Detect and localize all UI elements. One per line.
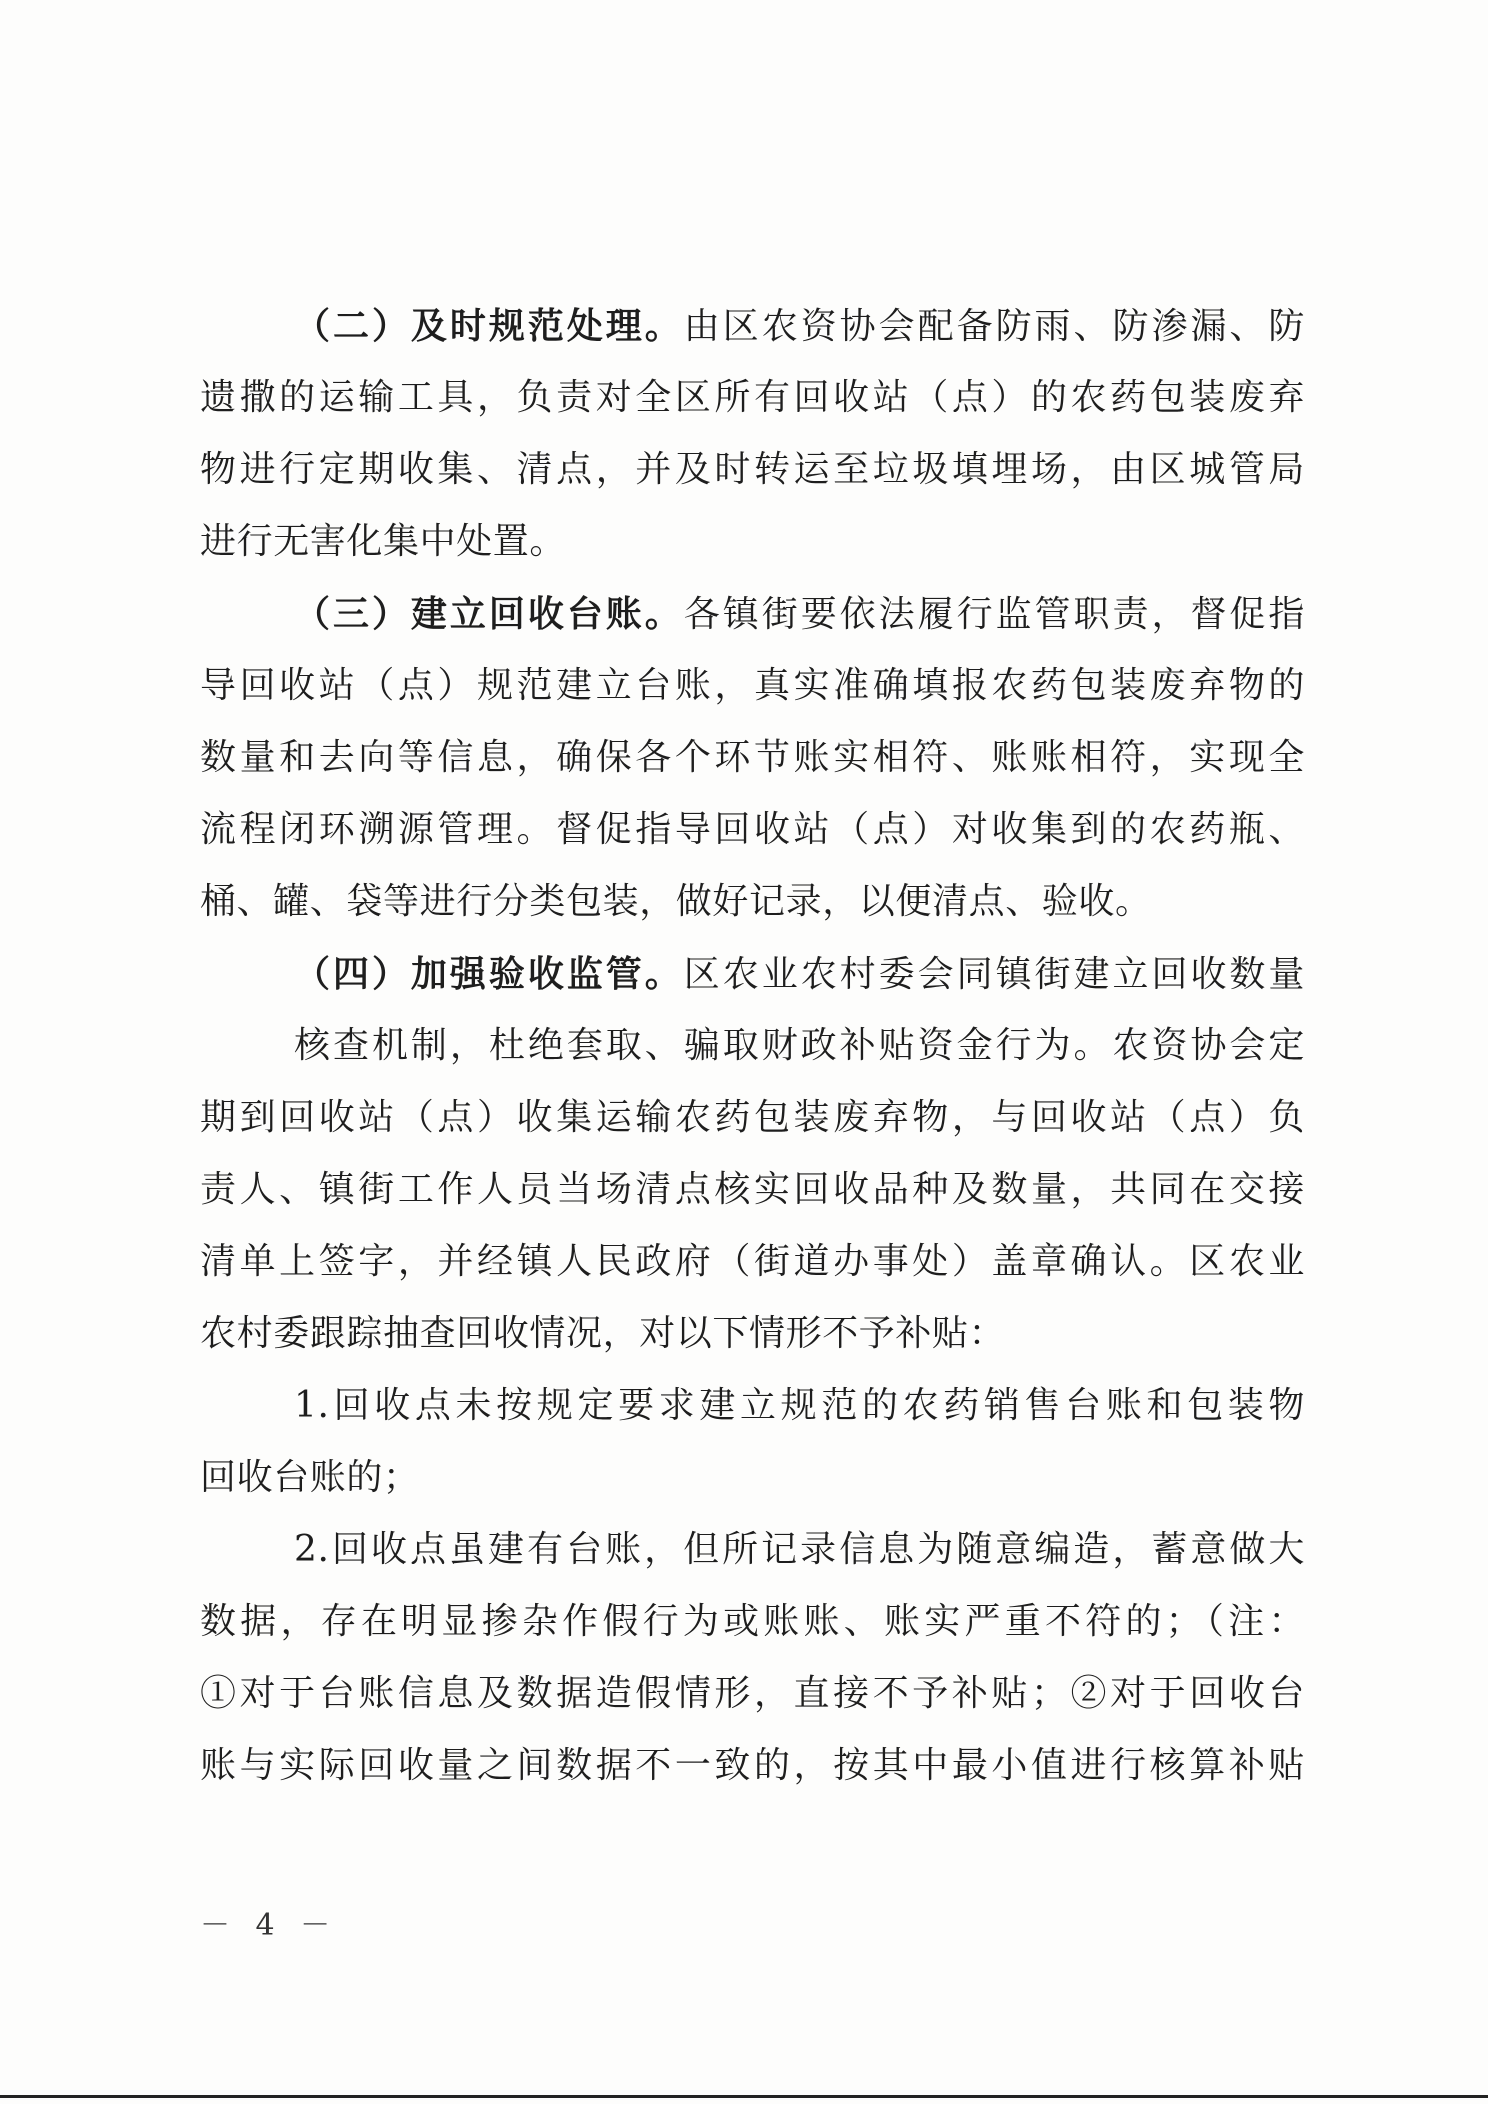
section-three-paragraph [200, 578, 1305, 938]
paragraph-line: 流程闭环溯源管理。督促指导回收站（点）对收集到的农药瓶、 [200, 809, 1305, 850]
section-four-paragraph [200, 938, 1305, 1370]
paragraph-line [200, 290, 1305, 362]
page-number: － 4 － [200, 1908, 339, 1943]
paragraph-line [200, 578, 1305, 650]
paragraph-line: 桶、罐、袋等进行分类包装，做好记录，以便清点、验收。 [200, 881, 1152, 922]
body-text [200, 290, 1305, 1802]
section-two-paragraph [200, 290, 1305, 578]
paragraph-line: ①对于台账信息及数据造假情形，直接不予补贴；②对于回收台 [200, 1673, 1305, 1714]
paragraph-line: 回收台账的； [200, 1457, 420, 1498]
paragraph-line: 1.回收点未按规定要求建立规范的农药销售台账和包装物 [294, 1385, 1305, 1426]
paragraph-line: 清单上签字，并经镇人民政府（街道办事处）盖章确认。区农业 [200, 1241, 1305, 1282]
paragraph-line: 数量和去向等信息，确保各个环节账实相符、账账相符，实现全 [200, 737, 1305, 778]
section-heading: （二）及时规范处理。 [294, 305, 684, 347]
paragraph-line: 导回收站（点）规范建立台账，真实准确填报农药包装废弃物的 [200, 665, 1305, 706]
paragraph-line: 数据，存在明显掺杂作假行为或账账、账实严重不符的；（注： [200, 1601, 1305, 1642]
paragraph-line: 期到回收站（点）收集运输农药包装废弃物，与回收站（点）负 [200, 1097, 1305, 1138]
line-text: 由区农资协会配备防雨、防渗漏、防 [683, 306, 1305, 347]
item-one-paragraph [200, 1370, 1305, 1514]
paragraph-line: 物进行定期收集、清点，并及时转运至垃圾填埋场，由区城管局 [200, 449, 1305, 490]
line-text: 区农业农村委会同镇街建立回收数量 [683, 954, 1305, 995]
section-heading: （三）建立回收台账。 [294, 593, 684, 635]
item-two-paragraph [200, 1514, 1305, 1802]
line-text: 各镇街要依法履行监管职责，督促指 [683, 594, 1305, 635]
paragraph-line: 账与实际回收量之间数据不一致的，按其中最小值进行核算补贴 [200, 1745, 1305, 1786]
paragraph-line: 核查机制，杜绝套取、骗取财政补贴资金行为。农资协会定 [294, 1025, 1305, 1066]
paragraph-line [200, 938, 1305, 1010]
paragraph-line: 遗撒的运输工具，负责对全区所有回收站（点）的农药包装废弃 [200, 377, 1305, 418]
paragraph-line: 进行无害化集中处置。 [200, 521, 567, 562]
section-heading: （四）加强验收监管。 [294, 953, 684, 995]
scan-edge-divider [0, 2095, 1488, 2098]
paragraph-line: 责人、镇街工作人员当场清点核实回收品种及数量，共同在交接 [200, 1169, 1305, 1210]
paragraph-line: 农村委跟踪抽查回收情况，对以下情形不予补贴： [200, 1313, 1006, 1354]
paragraph-line: 2.回收点虽建有台账，但所记录信息为随意编造，蓄意做大 [294, 1529, 1305, 1570]
